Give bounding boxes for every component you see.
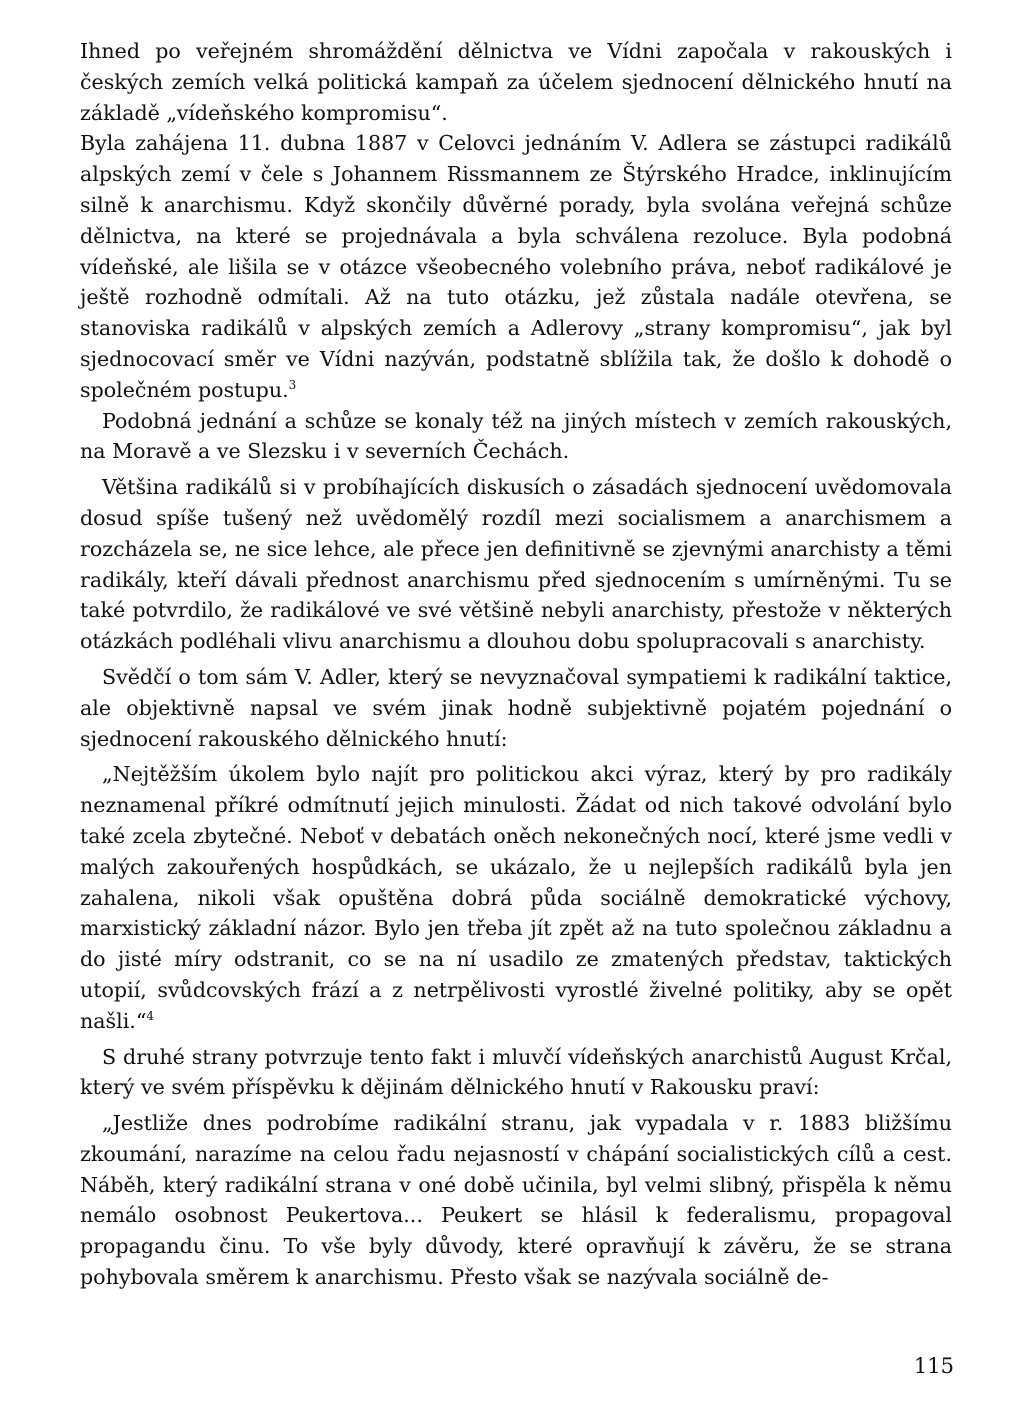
- paragraph: Svědčí o tom sám V. Adler, který se nevyznačoval sympatiemi k radikální taktice, ale objektivně napsal ve svém jinak hodně subjektivně pojatém pojednání o sjednocení rakouského dělnického hnutí:: [80, 664, 952, 751]
- page-number: 115: [913, 1354, 954, 1378]
- footnote-marker: 3: [288, 377, 297, 392]
- paragraph: Podobná jednání a schůze se konaly též na jiných místech v zemích rakouských, na Moravě a ve Slezsku i v severních Čechách.: [80, 408, 952, 464]
- page-body: [80, 36, 952, 1293]
- paragraph: Byla zahájena 11. dubna 1887 v Celovci jednáním V. Adlera se zástupci radikálů alpských zemí v čele s Johannem Rissmannem ze Štýrského Hradce, inklinujícím silně k anarchismu. Když skončily důvěrné porady, byla svolána veřejná schůze dělnictva, na které se projednávala a byla schválena rezoluce. Byla podobná vídeňské, ale lišila se v otázce všeobecného volebního práva, neboť radikálové je ještě rozhodně odmítali. Až na tuto otázku, jež zůstala nadále otevřena, se stanoviska radikálů v alpských zemích a Adlerovy „strany kompromisu“, jak byl sjednocovací směr ve Vídni nazýván, podstatně sblížila tak, že došlo k dohodě o společném postupu.$^3$: [80, 131, 952, 402]
- block-quote: „Jestliže dnes podrobíme radikální stranu, jak vypadala v r. 1883 bližšímu zkoumání, narazíme na celou řadu nejasností v chápání socialistických cílů a cest. Náběh, který radikální strana v oné době učinila, byl velmi slibný, přispěla k němu nemálo osobnost Peukertova... Peukert se hlásil k federalismu, propagoval propagandu činu. To vše byly důvody, které opravňují k závěru, že se strana pohybovala směrem k anarchismu. Přesto však se nazývala sociálně de-: [80, 1111, 952, 1290]
- footnote-marker: 4: [146, 1008, 154, 1023]
- paragraph: S druhé strany potvrzuje tento fakt i mluvčí vídeňských anarchistů August Krčal, který ve svém příspěvku k dějinám dělnického hnutí v Rakousku praví:: [80, 1044, 952, 1100]
- block-quote: „Nejtěžším úkolem bylo najít pro politickou akci výraz, který by pro radikály neznamenal příkré odmítnutí jejich minulosti. Žádat od nich takové odvolání bylo také zcela zbytečné. Neboť v debatách oněch nekonečných nocí, které jsme vedli v malých zakouřených hospůdkách, se ukázalo, že u nejlepších radikálů byla jen zahalena, nikoli však opuštěna dobrá půda sociálně demokratické výchovy, marxistický základní názor. Bylo jen třeba jít zpět až na tuto společnou základnu a do jisté míry odstranit, co se na ní usadilo ze zmatených představ, taktických utopií, svůdcovských frází a z netrpělivosti vyrostlé živelné politiky, aby se opět našli.“$^4$: [80, 762, 952, 1033]
- paragraph: Ihned po veřejném shromáždění dělnictva ve Vídni započala v rakouských i českých zemích velká politická kampaň za účelem sjednocení dělnického hnutí na základě „vídeňského kompromisu“.: [80, 39, 952, 125]
- paragraph: Většina radikálů si v probíhajících diskusích o zásadách sjednocení uvědomovala dosud spíše tušený než uvědomělý rozdíl mezi socialismem a anarchismem a rozcházela se, ne sice lehce, ale přece jen definitivně se zjevnými anarchisty a těmi radikály, kteří dávali přednost anarchismu před sjednocením s umírněnými. Tu se také potvrdilo, že radikálové ve své většině nebyli anarchisty, přestože v některých otázkách podléhali vlivu anarchismu a dlouhou dobu spolupracovali s anarchisty.: [80, 475, 952, 654]
